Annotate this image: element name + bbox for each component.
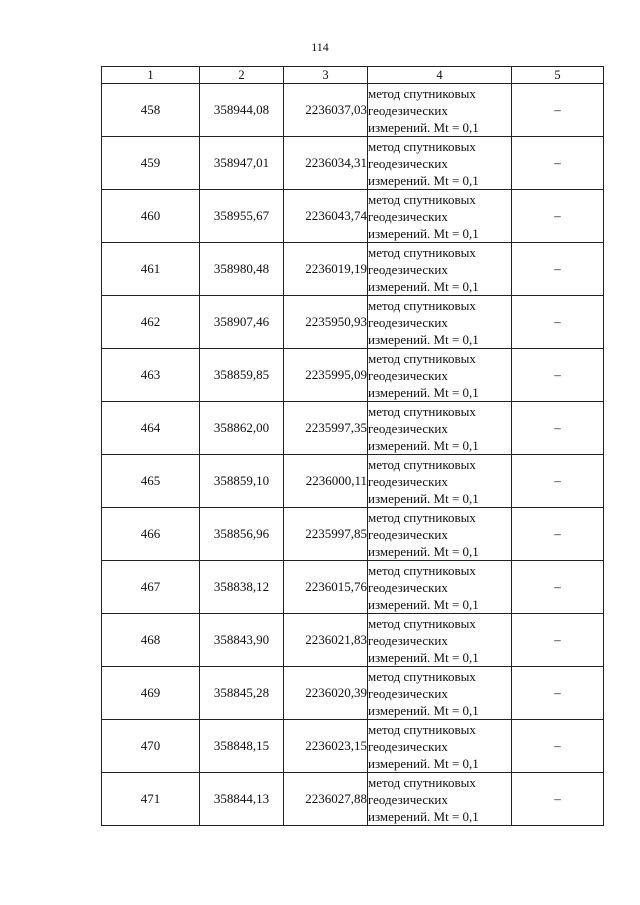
method-line: геодезических bbox=[368, 526, 448, 542]
x-coordinate-cell: 358907,46 bbox=[200, 296, 284, 349]
column-5-cell: – bbox=[512, 349, 604, 402]
method-line: измерений. Mt = 0,1 bbox=[368, 755, 479, 771]
point-number-cell: 458 bbox=[102, 84, 200, 137]
column-header-4: 4 bbox=[368, 67, 512, 84]
x-coordinate-cell: 358859,10 bbox=[200, 455, 284, 508]
point-number-cell: 471 bbox=[102, 773, 200, 826]
y-coordinate-cell: 2236034,31 bbox=[284, 137, 368, 190]
table-row bbox=[102, 349, 604, 402]
method-line: метод спутниковых bbox=[368, 562, 476, 578]
column-5-cell: – bbox=[512, 614, 604, 667]
column-5-cell: – bbox=[512, 455, 604, 508]
y-coordinate-cell: 2235997,85 bbox=[284, 508, 368, 561]
column-5-cell: – bbox=[512, 508, 604, 561]
table-row bbox=[102, 455, 604, 508]
method-line: измерений. Mt = 0,1 bbox=[368, 702, 479, 718]
method-cell bbox=[368, 667, 512, 720]
method-line: измерений. Mt = 0,1 bbox=[368, 596, 479, 612]
method-cell bbox=[368, 614, 512, 667]
method-line: измерений. Mt = 0,1 bbox=[368, 384, 479, 400]
x-coordinate-cell: 358848,15 bbox=[200, 720, 284, 773]
y-coordinate-cell: 2235995,09 bbox=[284, 349, 368, 402]
y-coordinate-cell: 2236020,39 bbox=[284, 667, 368, 720]
column-header-1: 1 bbox=[102, 67, 200, 84]
table-row bbox=[102, 243, 604, 296]
column-header-3: 3 bbox=[284, 67, 368, 84]
y-coordinate-cell: 2236019,19 bbox=[284, 243, 368, 296]
method-line: геодезических bbox=[368, 473, 448, 489]
x-coordinate-cell: 358980,48 bbox=[200, 243, 284, 296]
method-line: геодезических bbox=[368, 420, 448, 436]
x-coordinate-cell: 358947,01 bbox=[200, 137, 284, 190]
method-line: измерений. Mt = 0,1 bbox=[368, 119, 479, 135]
method-cell bbox=[368, 296, 512, 349]
method-cell bbox=[368, 455, 512, 508]
column-5-cell: – bbox=[512, 773, 604, 826]
table-body bbox=[102, 84, 604, 826]
point-number-cell: 464 bbox=[102, 402, 200, 455]
table-row bbox=[102, 137, 604, 190]
x-coordinate-cell: 358955,67 bbox=[200, 190, 284, 243]
method-line: измерений. Mt = 0,1 bbox=[368, 278, 479, 294]
x-coordinate-cell: 358844,13 bbox=[200, 773, 284, 826]
column-5-cell: – bbox=[512, 137, 604, 190]
method-line: геодезических bbox=[368, 261, 448, 277]
table-row bbox=[102, 561, 604, 614]
method-line: метод спутниковых bbox=[368, 774, 476, 790]
method-line: метод спутниковых bbox=[368, 85, 476, 101]
method-cell bbox=[368, 243, 512, 296]
column-5-cell: – bbox=[512, 667, 604, 720]
x-coordinate-cell: 358845,28 bbox=[200, 667, 284, 720]
method-line: геодезических bbox=[368, 314, 448, 330]
method-line: метод спутниковых bbox=[368, 509, 476, 525]
method-line: измерений. Mt = 0,1 bbox=[368, 331, 479, 347]
column-5-cell: – bbox=[512, 84, 604, 137]
method-line: измерений. Mt = 0,1 bbox=[368, 490, 479, 506]
y-coordinate-cell: 2236027,88 bbox=[284, 773, 368, 826]
column-5-cell: – bbox=[512, 243, 604, 296]
y-coordinate-cell: 2236015,76 bbox=[284, 561, 368, 614]
method-cell bbox=[368, 720, 512, 773]
method-line: геодезических bbox=[368, 579, 448, 595]
column-5-cell: – bbox=[512, 296, 604, 349]
table-row bbox=[102, 402, 604, 455]
point-number-cell: 470 bbox=[102, 720, 200, 773]
method-line: метод спутниковых bbox=[368, 615, 476, 631]
y-coordinate-cell: 2235950,93 bbox=[284, 296, 368, 349]
method-cell bbox=[368, 84, 512, 137]
column-5-cell: – bbox=[512, 720, 604, 773]
method-line: метод спутниковых bbox=[368, 403, 476, 419]
page-number: 114 bbox=[311, 40, 329, 54]
y-coordinate-cell: 2235997,35 bbox=[284, 402, 368, 455]
method-line: метод спутниковых bbox=[368, 456, 476, 472]
method-line: измерений. Mt = 0,1 bbox=[368, 437, 479, 453]
method-line: измерений. Mt = 0,1 bbox=[368, 225, 479, 241]
column-5-cell: – bbox=[512, 190, 604, 243]
y-coordinate-cell: 2236037,03 bbox=[284, 84, 368, 137]
x-coordinate-cell: 358843,90 bbox=[200, 614, 284, 667]
method-line: геодезических bbox=[368, 102, 448, 118]
method-cell bbox=[368, 190, 512, 243]
y-coordinate-cell: 2236023,15 bbox=[284, 720, 368, 773]
point-number-cell: 460 bbox=[102, 190, 200, 243]
method-line: измерений. Mt = 0,1 bbox=[368, 649, 479, 665]
method-line: геодезических bbox=[368, 208, 448, 224]
method-line: метод спутниковых bbox=[368, 668, 476, 684]
method-line: метод спутниковых bbox=[368, 191, 476, 207]
method-line: метод спутниковых bbox=[368, 244, 476, 260]
x-coordinate-cell: 358859,85 bbox=[200, 349, 284, 402]
point-number-cell: 462 bbox=[102, 296, 200, 349]
method-cell bbox=[368, 561, 512, 614]
method-line: метод спутниковых bbox=[368, 297, 476, 313]
method-cell bbox=[368, 402, 512, 455]
table-row bbox=[102, 773, 604, 826]
point-number-cell: 463 bbox=[102, 349, 200, 402]
method-line: измерений. Mt = 0,1 bbox=[368, 808, 479, 824]
table-row bbox=[102, 667, 604, 720]
x-coordinate-cell: 358944,08 bbox=[200, 84, 284, 137]
table-row bbox=[102, 614, 604, 667]
method-cell bbox=[368, 349, 512, 402]
method-line: геодезических bbox=[368, 155, 448, 171]
method-line: метод спутниковых bbox=[368, 350, 476, 366]
column-5-cell: – bbox=[512, 402, 604, 455]
point-number-cell: 466 bbox=[102, 508, 200, 561]
table-row bbox=[102, 190, 604, 243]
table-row bbox=[102, 508, 604, 561]
point-number-cell: 467 bbox=[102, 561, 200, 614]
y-coordinate-cell: 2236000,11 bbox=[284, 455, 368, 508]
point-number-cell: 469 bbox=[102, 667, 200, 720]
y-coordinate-cell: 2236021,83 bbox=[284, 614, 368, 667]
x-coordinate-cell: 358862,00 bbox=[200, 402, 284, 455]
method-cell bbox=[368, 508, 512, 561]
method-line: геодезических bbox=[368, 738, 448, 754]
method-line: геодезических bbox=[368, 791, 448, 807]
method-line: метод спутниковых bbox=[368, 721, 476, 737]
point-number-cell: 468 bbox=[102, 614, 200, 667]
point-number-cell: 459 bbox=[102, 137, 200, 190]
method-line: геодезических bbox=[368, 685, 448, 701]
table-row bbox=[102, 296, 604, 349]
y-coordinate-cell: 2236043,74 bbox=[284, 190, 368, 243]
table-row bbox=[102, 84, 604, 137]
column-header-5: 5 bbox=[512, 67, 604, 84]
method-cell bbox=[368, 137, 512, 190]
header-row bbox=[102, 67, 604, 84]
method-line: геодезических bbox=[368, 632, 448, 648]
point-number-cell: 465 bbox=[102, 455, 200, 508]
method-line: геодезических bbox=[368, 367, 448, 383]
method-line: измерений. Mt = 0,1 bbox=[368, 172, 479, 188]
method-cell bbox=[368, 773, 512, 826]
point-number-cell: 461 bbox=[102, 243, 200, 296]
x-coordinate-cell: 358838,12 bbox=[200, 561, 284, 614]
method-line: метод спутниковых bbox=[368, 138, 476, 154]
method-line: измерений. Mt = 0,1 bbox=[368, 543, 479, 559]
table-row bbox=[102, 720, 604, 773]
column-5-cell: – bbox=[512, 561, 604, 614]
coordinates-table bbox=[101, 66, 604, 826]
x-coordinate-cell: 358856,96 bbox=[200, 508, 284, 561]
column-header-2: 2 bbox=[200, 67, 284, 84]
